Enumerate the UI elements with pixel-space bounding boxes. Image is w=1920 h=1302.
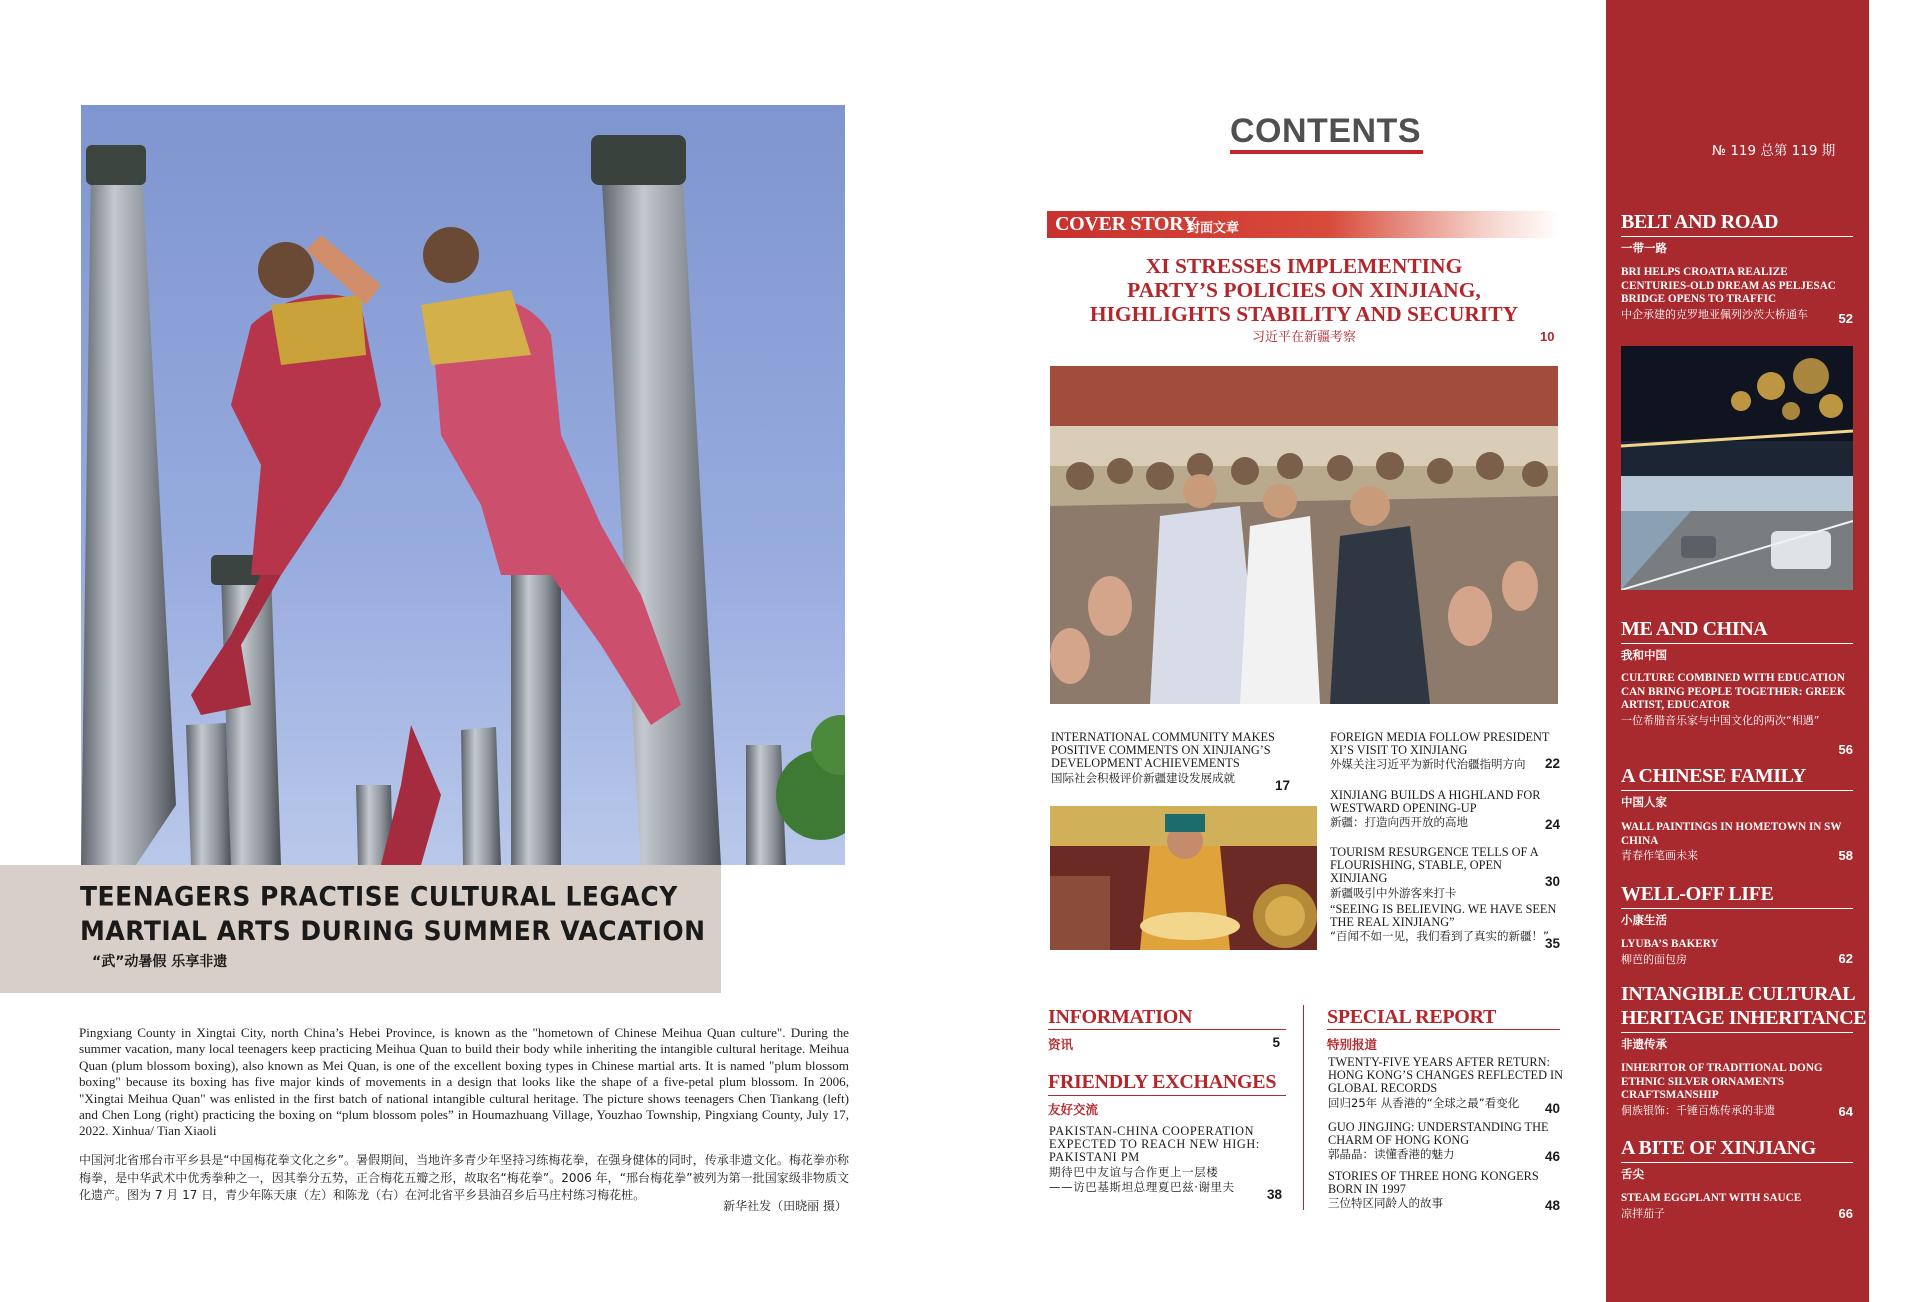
- section-rule: [1048, 1095, 1286, 1096]
- toc-page-number: 17: [1274, 778, 1290, 793]
- article-headline-cn: “武”动暑假 乐享非遗: [92, 954, 228, 970]
- toc-item[interactable]: TOURISM RESURGENCE TELLS OF A FLOURISHING, STABLE, OPEN XINJIANG 新疆吸引中外游客来打卡: [1330, 845, 1538, 900]
- photo-credit: 新华社发（田晓丽 摄）: [723, 1199, 847, 1213]
- toc-page-number: 24: [1544, 817, 1560, 832]
- sidebar-page-number: 52: [1838, 311, 1853, 326]
- sidebar-page-number: 64: [1838, 1104, 1853, 1119]
- toc-page-number: 46: [1544, 1149, 1560, 1164]
- belt-and-road-heading[interactable]: BELT AND ROAD: [1621, 211, 1779, 233]
- chinese-family-heading-cn: 中国人家: [1621, 795, 1667, 809]
- sidebar-toc-item[interactable]: CULTURE COMBINED WITH EDUCATION CAN BRING PEOPLE TOGETHER: GREEK ARTIST, EDUCATOR 一位希腊音乐家与中国文化的两次“相遇”: [1621, 672, 1846, 727]
- issue-number: № 119 总第 119 期: [1712, 143, 1836, 159]
- toc-item[interactable]: INTERNATIONAL COMMUNITY MAKES POSITIVE COMMENTS ON XINJIANG’S DEVELOPMENT ACHIEVEMENTS 国际社会积极评价新疆建设发展成就: [1051, 730, 1275, 785]
- cover-story-headline[interactable]: XI STRESSES IMPLEMENTING PARTY’S POLICIES ON XINJIANG, HIGHLIGHTS STABILITY AND SECURITY: [1089, 254, 1519, 326]
- cover-story-page-number: 10: [1540, 329, 1555, 344]
- xinjiang-food-photo: [1050, 806, 1317, 950]
- sidebar-rule: [1621, 790, 1853, 791]
- contents-title: CONTENTS: [1230, 112, 1423, 154]
- well-off-life-heading-cn: 小康生活: [1621, 913, 1667, 927]
- article-headline-box: [0, 865, 721, 993]
- friendly-exchanges-heading[interactable]: FRIENDLY EXCHANGES: [1048, 1071, 1277, 1093]
- toc-item[interactable]: XINJIANG BUILDS A HIGHLAND FOR WESTWARD OPENING-UP 新疆：打造向西开放的高地: [1330, 788, 1541, 830]
- sidebar-page-number: 56: [1838, 742, 1853, 757]
- information-heading-cn: 资讯: [1048, 1037, 1074, 1052]
- sidebar-page-number: 66: [1838, 1206, 1853, 1221]
- intangible-heritage-heading-cn: 非遗传承: [1621, 1037, 1667, 1051]
- toc-item[interactable]: PAKISTAN-CHINA COOPERATION EXPECTED TO REACH NEW HIGH: PAKISTANI PM 期待巴中友谊与合作更上一层楼 ——访巴基斯坦总理夏巴兹·谢里夫: [1049, 1124, 1260, 1194]
- sidebar-rule: [1621, 908, 1853, 909]
- photo-caption-en: Pingxiang County in Xingtai City, north China’s Hebei Province, is known as the "hometown of Chinese Meihua Quan culture". During the summer vacation, many local teenagers keep practicing Meihua Quan to build their body while inheriting the intangible cultural heritage. Meihua Quan (plum blossom boxing), also known as Mei Quan, is one of the excellent boxing types in Chinese martial arts. It is named "plum blossom boxing" because its boxing has five major kinds of movements in a design that looks like the shape of a five-petal plum blossom. In 2006, "Xingtai Meihua Quan" was enlisted in the first batch of national intangible cultural heritage. The picture shows teenagers Chen Tiankang (left) and Chen Long (right) practicing the boxing on “plum blossom poles” in Houmazhuang Village, Youzhao Township, Pingxiang County, July 17, 2022. Xinhua/ Tian Xiaoli: [79, 1025, 849, 1139]
- section-rule: [1048, 1029, 1286, 1030]
- sidebar-toc-item[interactable]: STEAM EGGPLANT WITH SAUCE 凉拌茄子: [1621, 1192, 1802, 1220]
- special-report-heading-cn: 特别报道: [1327, 1037, 1378, 1052]
- cover-story-banner: [1047, 211, 1559, 238]
- sidebar-toc-item[interactable]: LYUBA’S BAKERY 柳芭的面包房: [1621, 938, 1719, 966]
- sidebar-rule: [1621, 1162, 1853, 1163]
- toc-item[interactable]: TWENTY-FIVE YEARS AFTER RETURN: HONG KONG’S CHANGES REFLECTED IN GLOBAL RECORDS 回归25年 从香港的“全球之最”看变化: [1328, 1055, 1564, 1110]
- toc-item[interactable]: GUO JINGJING: UNDERSTANDING THE CHARM OF HONG KONG 郭晶晶：读懂香港的魅力: [1328, 1120, 1549, 1162]
- cover-story-photo: [1050, 366, 1558, 704]
- me-and-china-heading-cn: 我和中国: [1621, 648, 1667, 662]
- sidebar-page-number: 58: [1838, 848, 1853, 863]
- toc-page-number: 40: [1544, 1101, 1560, 1116]
- sidebar-toc-item[interactable]: INHERITOR OF TRADITIONAL DONG ETHNIC SILVER ORNAMENTS CRAFTSMANSHIP 侗族银饰：千锤百炼传承的非遗: [1621, 1062, 1823, 1117]
- friendly-exchanges-heading-cn: 友好交流: [1048, 1102, 1099, 1117]
- intangible-heritage-heading[interactable]: INTANGIBLE CULTURAL HERITAGE INHERITANCE: [1621, 983, 1867, 1029]
- martial-arts-photo: [81, 105, 845, 865]
- well-off-life-heading[interactable]: WELL-OFF LIFE: [1621, 883, 1774, 905]
- section-rule: [1327, 1029, 1560, 1030]
- chinese-family-heading[interactable]: A CHINESE FAMILY: [1621, 765, 1806, 787]
- cover-story-headline-cn: 习近平在新疆考察: [1251, 330, 1356, 345]
- article-headline: TEENAGERS PRACTISE CULTURAL LEGACY MARTIAL ARTS DURING SUMMER VACATION: [80, 881, 706, 947]
- toc-item[interactable]: FOREIGN MEDIA FOLLOW PRESIDENT XI’S VISIT TO XINJIANG 外媒关注习近平为新时代治疆指明方向: [1330, 730, 1550, 772]
- me-and-china-heading[interactable]: ME AND CHINA: [1621, 618, 1768, 640]
- toc-page-number: 22: [1544, 756, 1560, 771]
- information-heading[interactable]: INFORMATION: [1048, 1006, 1193, 1028]
- toc-page-number: 5: [1272, 1035, 1280, 1050]
- special-report-heading[interactable]: SPECIAL REPORT: [1327, 1006, 1497, 1028]
- belt-and-road-heading-cn: 一带一路: [1621, 241, 1667, 255]
- toc-page-number: 35: [1544, 936, 1560, 951]
- sidebar-page-number: 62: [1838, 951, 1853, 966]
- cover-story-label: COVER STORY: [1055, 213, 1197, 235]
- toc-item[interactable]: STORIES OF THREE HONG KONGERS BORN IN 1997 三位特区同龄人的故事: [1328, 1169, 1539, 1211]
- photo-caption-cn: 中国河北省邢台市平乡县是“中国梅花拳文化之乡”。暑假期间，当地许多青少年坚持习练梅花拳，在强身健体的同时，传承非遗文化。梅花拳亦称梅拳，是中华武术中优秀拳种之一，因其拳分五势，正合梅花五瓣之形，故取名“梅花拳”。2006 年，“邢台梅花拳”被列为第一批国家级非物质文化遗产。图为 7 月 17 日，青少年陈天康（左）和陈龙（右）在河北省平乡县油召乡后马庄村练习梅花桩。: [79, 1153, 849, 1202]
- sidebar-rule: [1621, 1032, 1853, 1033]
- sidebar-toc-item[interactable]: BRI HELPS CROATIA REALIZE CENTURIES-OLD DREAM AS PELJESAC BRIDGE OPENS TO TRAFFIC 中企承建的克罗地亚佩列沙茨大桥通车: [1621, 266, 1836, 321]
- sidebar-toc-item[interactable]: WALL PAINTINGS IN HOMETOWN IN SW CHINA 青春作笔画未来: [1621, 821, 1842, 863]
- peljesac-bridge-photo: [1621, 346, 1853, 590]
- column-divider: [1303, 1005, 1304, 1210]
- toc-page-number: 30: [1544, 874, 1560, 889]
- bite-of-xinjiang-heading-cn: 舌尖: [1621, 1167, 1644, 1181]
- sidebar-rule: [1621, 236, 1853, 237]
- cover-story-label-cn: 封面文章: [1187, 221, 1240, 236]
- toc-item[interactable]: “SEEING IS BELIEVING. WE HAVE SEEN THE REAL XINJIANG” “百闻不如一见，我们看到了真实的新疆！”: [1330, 902, 1557, 944]
- sidebar-rule: [1621, 643, 1853, 644]
- toc-page-number: 48: [1544, 1198, 1560, 1213]
- bite-of-xinjiang-heading[interactable]: A BITE OF XINJIANG: [1621, 1137, 1816, 1159]
- toc-page-number: 38: [1266, 1187, 1282, 1202]
